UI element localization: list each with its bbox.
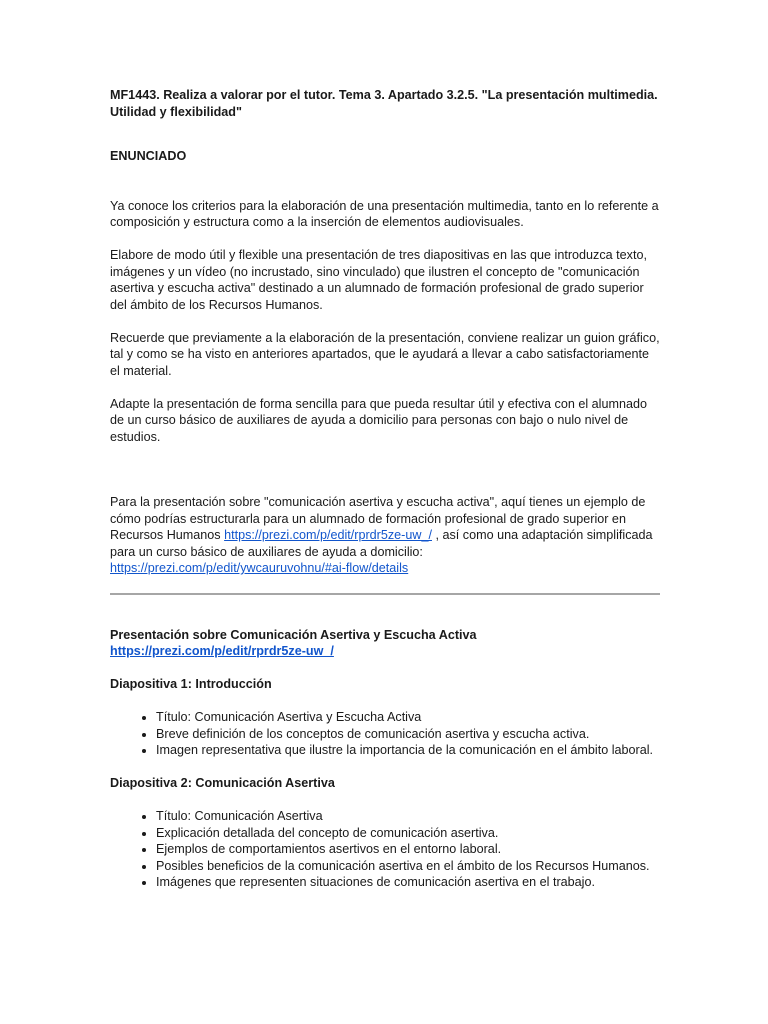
horizontal-divider bbox=[110, 593, 660, 595]
prezi-link-rrhh[interactable]: https://prezi.com/p/edit/rprdr5ze-uw_/ bbox=[224, 528, 432, 542]
list-item: • Imagen representativa que ilustre la importancia de la comunicación en el ámbito laboral. bbox=[156, 742, 660, 759]
paragraph: Adapte la presentación de forma sencilla para que pueda resultar útil y efectiva con el alumnado de un curso básico de auxiliares de ayuda a domicilio para personas con bajo o nulo nivel de estudios. bbox=[110, 396, 647, 444]
slide-2-bullet-list bbox=[110, 808, 660, 891]
answer-intro-text: , así como una adaptación simplificada para un curso básico de auxiliares de ayuda a domicilio: bbox=[110, 528, 653, 559]
paragraph: Recuerde que previamente a la elaboración de la presentación, conviene realizar un guion gráfico, tal y como se ha visto en anteriores apartados, que le ayudará a llevar a cabo satisfactoriamente el material. bbox=[110, 330, 660, 378]
slide-1-heading: Diapositiva 1: Introducción bbox=[110, 677, 272, 691]
list-item: • Breve definición de los conceptos de comunicación asertiva y escucha activa. bbox=[156, 726, 660, 743]
slide-1-bullet-list bbox=[110, 709, 660, 759]
prezi-link-auxiliares[interactable]: https://prezi.com/p/edit/ywcauruvohnu/#ai-flow/details bbox=[110, 561, 409, 575]
presentation-title: Presentación sobre Comunicación Asertiva y Escucha Activa bbox=[110, 627, 477, 642]
list-item: • Explicación detallada del concepto de comunicación asertiva. bbox=[156, 825, 660, 842]
document-title: MF1443. Realiza a valorar por el tutor. Tema 3. Apartado 3.2.5. "La presentación multimedia. Utilidad y flexibilidad" bbox=[110, 88, 658, 119]
list-item: • Posibles beneficios de la comunicación asertiva en el ámbito de los Recursos Humanos. bbox=[156, 858, 660, 875]
list-item: • Ejemplos de comportamientos asertivos en el entorno laboral. bbox=[156, 841, 660, 858]
answer-intro-text: Para la presentación sobre "comunicación asertiva y escucha activa", aquí tienes un ejemplo de cómo podrías estructurarla para un alumnado de formación profesional de grado superior en Recursos Humanos bbox=[110, 495, 646, 542]
paragraph: Ya conoce los criterios para la elaboración de una presentación multimedia, tanto en lo referente a composición y estructura como a la inserción de elementos audiovisuales. bbox=[110, 198, 659, 229]
slide-2-heading: Diapositiva 2: Comunicación Asertiva bbox=[110, 776, 335, 790]
paragraph: Elabore de modo útil y flexible una presentación de tres diapositivas en las que introduzca texto, imágenes y un vídeo (no incrustado, sino vinculado) que ilustren el concepto de "comunicación asertiva y escucha activa" destinado a un alumnado de formación profesional de grado superior del ámbito de los Recursos Humanos. bbox=[110, 248, 647, 312]
list-item: • Título: Comunicación Asertiva y Escucha Activa bbox=[156, 709, 660, 726]
presentation-link-line bbox=[110, 643, 660, 660]
list-item: • Título: Comunicación Asertiva bbox=[156, 808, 660, 825]
document-body bbox=[110, 87, 660, 891]
answer-intro-paragraph bbox=[110, 494, 660, 577]
presentation-prezi-link[interactable]: https://prezi.com/p/edit/rprdr5ze-uw_/ bbox=[110, 644, 334, 658]
enunciado-heading: ENUNCIADO bbox=[110, 149, 187, 163]
list-item: • Imágenes que representen situaciones de comunicación asertiva en el trabajo. bbox=[156, 874, 660, 891]
